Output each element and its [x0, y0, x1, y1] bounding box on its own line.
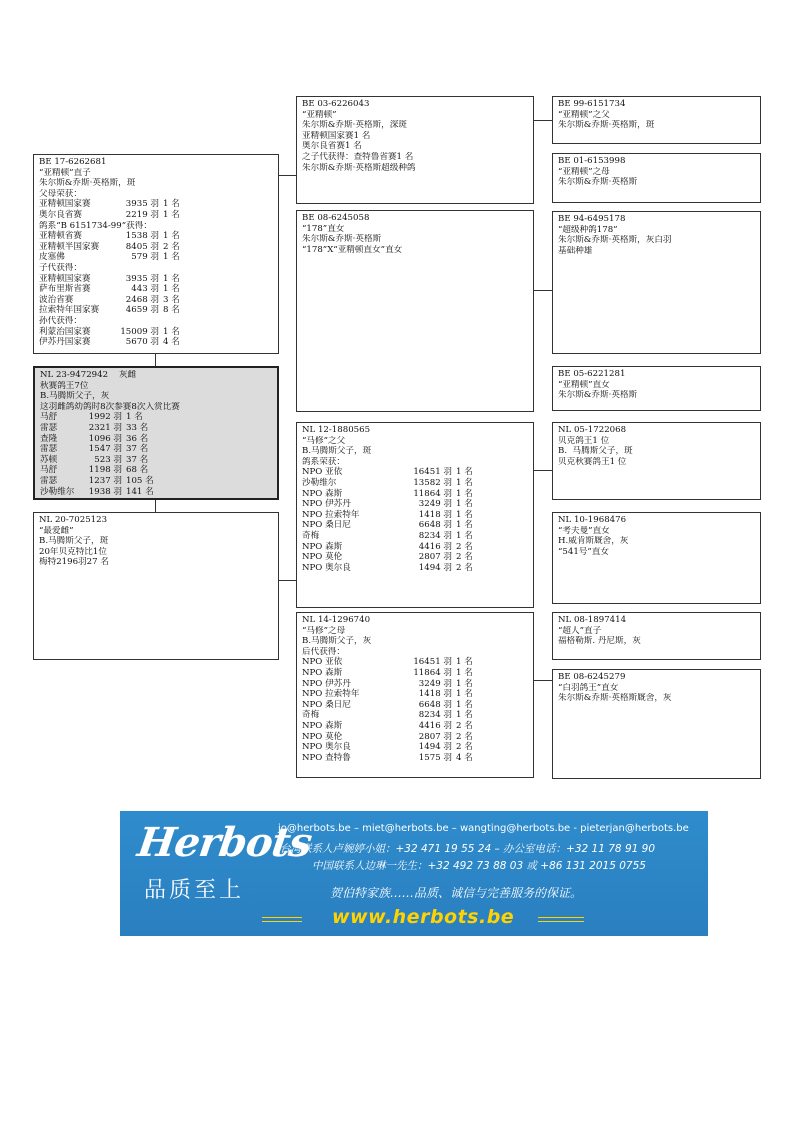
sds-note: 基础种雄: [558, 245, 593, 256]
bird-count: 2468 羽: [125, 294, 159, 305]
sire-dam-box: [296, 210, 534, 412]
dss-owner: B. 马腾斯父子，斑: [558, 446, 633, 457]
race-name: NPO 森斯: [302, 720, 343, 731]
bird-count: 3935 羽: [125, 199, 159, 210]
sire-results-3: [39, 274, 273, 316]
bird-count: 1198 羽: [88, 465, 122, 476]
result-row: [39, 231, 273, 242]
placing: 4 名: [456, 752, 473, 763]
ss-owner: 朱尔斯&乔斯·英格斯，深斑: [302, 120, 407, 131]
bird-count: 1418 羽: [418, 689, 452, 700]
banner-emails: jo@herbots.be – miet@herbots.be – wangting@herbots.be - pieterjan@herbots.be: [278, 823, 689, 834]
bird-count: 8234 羽: [418, 530, 452, 541]
sire-heading: 子代获得：: [39, 262, 82, 273]
bird-count: 1237 羽: [88, 475, 122, 486]
ssd-owner: 朱尔斯&乔斯·英格斯: [558, 177, 638, 188]
connector: [155, 500, 156, 512]
race-name: 沙勒维尔: [40, 486, 75, 497]
race-name: NPO 桑日尼: [302, 699, 351, 710]
race-name: NPO 奥尔良: [302, 742, 351, 753]
result-row: [39, 252, 273, 263]
bird-count: 1938 羽: [88, 486, 122, 497]
dd-name: “马修”之母: [302, 625, 346, 636]
sss-box: [552, 96, 761, 144]
race-name: 苏顿: [40, 454, 58, 465]
result-row: [39, 199, 273, 210]
dam-ring: NL 20-7025123: [39, 515, 108, 525]
placing: 1 名: [456, 657, 473, 668]
bird-count: 6648 羽: [418, 520, 452, 531]
sire-heading: 鸽系“B 6151734-99”获得：: [39, 220, 152, 231]
placing: 2 名: [163, 241, 180, 252]
result-row: [39, 327, 273, 338]
bird-count: 1096 羽: [88, 433, 122, 444]
bird-count: 443 羽: [131, 284, 159, 295]
dsd-owner: H.威肯斯厩舍，灰: [558, 536, 629, 547]
placing: 37 名: [126, 444, 149, 455]
race-name: 雷瑟: [40, 475, 58, 486]
sss-ring: BE 99-6151734: [558, 99, 626, 109]
result-row: [39, 337, 273, 348]
placing: 3 名: [163, 294, 180, 305]
ddd-ring: BE 08-6245279: [558, 672, 626, 682]
ddd-owner: 朱尔斯&乔斯·英格斯厩舍，灰: [558, 693, 672, 704]
placing: 1 名: [456, 499, 473, 510]
sire-results-2: [39, 231, 273, 263]
placing: 2 名: [456, 742, 473, 753]
ds-heading: 鸽系荣获：: [302, 456, 345, 467]
ss-ring: BE 03-6226043: [302, 99, 370, 109]
dss-name: 贝克鸽王1 位: [558, 435, 610, 446]
race-name: 奇梅: [302, 530, 320, 541]
bird-count: 15009 羽: [120, 326, 159, 337]
race-name: NPO 伊苏丹: [302, 678, 351, 689]
placing: 1 名: [456, 699, 473, 710]
ds-ring: NL 12-1880565: [302, 425, 371, 435]
race-name: 雷瑟: [40, 444, 58, 455]
dam-owner: B.马腾斯父子，斑: [39, 536, 109, 547]
dd-heading: 后代获得：: [302, 646, 345, 657]
race-name: NPO 森斯: [302, 488, 343, 499]
result-row: [302, 552, 528, 563]
ss-note: 奥尔良省赛1 名: [302, 141, 362, 152]
dsd-name: “考夫曼”直女: [558, 525, 610, 536]
sdd-name: “亚精顿”直女: [558, 379, 610, 390]
sss-name: “亚精顿”之父: [558, 109, 610, 120]
sd-ring: BE 08-6245058: [302, 213, 370, 223]
race-name: NPO 亚依: [302, 467, 343, 478]
ds-name: “马修”之父: [302, 435, 346, 446]
dam-box: [33, 512, 279, 660]
sire-ring: BE 17-6262681: [39, 157, 107, 167]
placing: 1 名: [456, 467, 473, 478]
dsd-note: “541号”直女: [558, 546, 609, 557]
race-name: 萨布里斯省赛: [39, 284, 91, 295]
race-name: 利蒙治国家赛: [39, 326, 91, 337]
dds-box: [552, 612, 761, 660]
race-name: NPO 莫伦: [302, 731, 343, 742]
bird-count: 3249 羽: [418, 678, 452, 689]
ssd-name: “亚精顿”之母: [558, 166, 610, 177]
sire-owner: 朱尔斯&乔斯·英格斯，斑: [39, 178, 136, 189]
result-row: [39, 305, 273, 316]
placing: 1 名: [163, 209, 180, 220]
connector: [533, 290, 552, 291]
banner-tagline: 贺伯特家族……品质、诚信与完善服务的保证。: [330, 886, 583, 900]
dam-dam-box: [296, 612, 534, 778]
ds-owner: B.马腾斯父子，斑: [302, 446, 372, 457]
ss-note: 之子代获得：查特鲁省赛1 名: [302, 151, 414, 162]
race-name: 拉索特年国家赛: [39, 305, 100, 316]
dss-ring: NL 05-1722068: [558, 425, 627, 435]
banner-divider: [262, 917, 302, 922]
result-row: [40, 476, 272, 487]
race-name: 皮塞佛: [39, 252, 65, 263]
placing: 1 名: [456, 520, 473, 531]
ds-results: [302, 467, 528, 573]
banner-china-contact: 中国联系人边琳一先生：+32 492 73 88 03 或 +86 131 2015 0755: [312, 860, 646, 872]
bird-count: 579 羽: [131, 252, 159, 263]
result-row: [302, 721, 528, 732]
result-row: [302, 531, 528, 542]
sds-box: [552, 211, 761, 354]
placing: 1 名: [163, 199, 180, 210]
placing: 105 名: [126, 475, 154, 486]
dsd-box: [552, 512, 761, 604]
dam-note: 20年贝克特比1位: [39, 546, 107, 557]
result-row: [302, 489, 528, 500]
subject-results: [40, 412, 272, 497]
bird-count: 523 羽: [94, 454, 122, 465]
subject-note: 这羽雌鸽幼鸽时8次参赛8次入赏比赛: [40, 401, 180, 412]
placing: 1 名: [456, 710, 473, 721]
ss-note: 亚精顿国家赛1 名: [302, 130, 371, 141]
race-name: 奇梅: [302, 710, 320, 721]
sd-note: “178”X“亚精顿直女”直女: [302, 244, 403, 255]
race-name: 亚精顿国家赛: [39, 199, 91, 210]
connector: [533, 470, 552, 471]
bird-count: 13582 羽: [413, 477, 452, 488]
bird-count: 4659 羽: [125, 305, 159, 316]
sire-box: [33, 154, 279, 354]
result-row: [302, 478, 528, 489]
race-name: NPO 伊苏丹: [302, 499, 351, 510]
bird-count: 2807 羽: [418, 731, 452, 742]
placing: 1 名: [163, 252, 180, 263]
dss-box: [552, 422, 761, 500]
result-row: [302, 467, 528, 478]
sdd-box: [552, 366, 761, 411]
race-name: 波治省赛: [39, 294, 74, 305]
bird-count: 4416 羽: [418, 720, 452, 731]
banner-taiwan-contact: 台湾联系人卢婉婷小姐：+32 471 19 55 24 – 办公室电话：+32 11 78 91 90: [280, 843, 656, 855]
placing: 37 名: [126, 454, 149, 465]
bird-count: 1575 羽: [418, 752, 452, 763]
placing: 68 名: [126, 465, 149, 476]
placing: 1 名: [456, 477, 473, 488]
ss-name: “亚精顿”: [302, 109, 337, 120]
dam-sire-box: [296, 422, 534, 608]
bird-count: 3249 羽: [418, 499, 452, 510]
sdd-owner: 朱尔斯&乔斯·英格斯: [558, 390, 638, 401]
result-row: [40, 444, 272, 455]
result-row: [302, 742, 528, 753]
placing: 1 名: [456, 530, 473, 541]
placing: 141 名: [126, 486, 154, 497]
placing: 1 名: [163, 326, 180, 337]
ss-note: 朱尔斯&乔斯·英格斯超级种鸽: [302, 162, 416, 173]
race-name: 奥尔良省赛: [39, 209, 82, 220]
placing: 4 名: [163, 337, 180, 348]
sire-results-1: [39, 199, 273, 220]
dds-owner: 福格勒斯. 丹尼斯，灰: [558, 636, 641, 647]
result-row: [39, 242, 273, 253]
result-row: [39, 274, 273, 285]
sd-name: “178”直女: [302, 223, 345, 234]
connector: [278, 580, 296, 581]
placing: 2 名: [456, 720, 473, 731]
race-name: NPO 森斯: [302, 667, 343, 678]
result-row: [302, 679, 528, 690]
race-name: 查隆: [40, 433, 58, 444]
dd-ring: NL 14-1296740: [302, 615, 371, 625]
race-name: 亚精顿省赛: [39, 231, 82, 242]
placing: 1 名: [163, 284, 180, 295]
ssd-ring: BE 01-6153998: [558, 156, 626, 166]
bird-count: 8234 羽: [418, 710, 452, 721]
bird-count: 6648 羽: [418, 699, 452, 710]
bird-count: 5670 羽: [125, 337, 159, 348]
race-name: 马舒: [40, 465, 58, 476]
herbots-banner: [120, 811, 708, 936]
banner-slogan: 品质至上: [144, 878, 245, 903]
result-row: [302, 732, 528, 743]
result-row: [302, 753, 528, 764]
result-row: [39, 295, 273, 306]
race-name: NPO 亚依: [302, 657, 343, 668]
bird-count: 3935 羽: [125, 273, 159, 284]
ssd-box: [552, 153, 761, 203]
race-name: NPO 莫伦: [302, 552, 343, 563]
subject-title: 秋赛鸽王7位: [40, 380, 89, 391]
dds-name: “超人”直子: [558, 625, 602, 636]
bird-count: 1538 羽: [125, 231, 159, 242]
placing: 1 名: [456, 667, 473, 678]
placing: 2 名: [456, 731, 473, 742]
result-row: [39, 284, 273, 295]
sire-results-4: [39, 327, 273, 348]
placing: 2 名: [456, 541, 473, 552]
placing: 1 名: [163, 231, 180, 242]
dam-note: 梅特2196羽27 名: [39, 557, 109, 568]
result-row: [302, 510, 528, 521]
banner-divider: [538, 917, 584, 922]
result-row: [302, 542, 528, 553]
bird-count: 2807 羽: [418, 552, 452, 563]
result-row: [40, 487, 272, 498]
subject-ring: NL 23-9472942 灰雌: [40, 370, 137, 380]
sds-name: “超级种鸽178”: [558, 224, 618, 235]
sss-owner: 朱尔斯&乔斯·英格斯，斑: [558, 120, 655, 131]
race-name: 伊苏丹国家赛: [39, 337, 91, 348]
dd-results: [302, 657, 528, 763]
herbots-logo: Herbots: [134, 819, 315, 866]
result-row: [302, 689, 528, 700]
result-row: [302, 657, 528, 668]
bird-count: 1992 羽: [88, 412, 122, 423]
placing: 36 名: [126, 433, 149, 444]
dss-note: 贝克秋赛鸽王1 位: [558, 456, 627, 467]
bird-count: 11864 羽: [413, 488, 452, 499]
result-row: [302, 668, 528, 679]
bird-count: 16451 羽: [413, 657, 452, 668]
ddd-box: [552, 669, 761, 779]
placing: 8 名: [163, 305, 180, 316]
result-row: [40, 434, 272, 445]
race-name: NPO 拉索特年: [302, 509, 360, 520]
race-name: NPO 桑日尼: [302, 520, 351, 531]
result-row: [40, 412, 272, 423]
connector: [533, 680, 552, 681]
dam-name: “最爱雌”: [39, 525, 74, 536]
sd-owner: 朱尔斯&乔斯·英格斯: [302, 234, 382, 245]
placing: 1 名: [456, 509, 473, 520]
result-row: [302, 563, 528, 574]
placing: 1 名: [456, 488, 473, 499]
dd-owner: B.马腾斯父子，灰: [302, 636, 372, 647]
sire-heading: 孙代获得：: [39, 315, 82, 326]
race-name: 沙勒维尔: [302, 477, 337, 488]
result-row: [40, 423, 272, 434]
result-row: [302, 710, 528, 721]
result-row: [302, 700, 528, 711]
dds-ring: NL 08-1897414: [558, 615, 627, 625]
result-row: [302, 499, 528, 510]
result-row: [40, 465, 272, 476]
bird-count: 1547 羽: [88, 444, 122, 455]
placing: 2 名: [456, 552, 473, 563]
race-name: NPO 奥尔良: [302, 562, 351, 573]
placing: 33 名: [126, 422, 149, 433]
bird-count: 11864 羽: [413, 667, 452, 678]
connector: [533, 120, 552, 121]
placing: 1 名: [456, 678, 473, 689]
bird-count: 1494 羽: [418, 562, 452, 573]
bird-count: 4416 羽: [418, 541, 452, 552]
race-name: NPO 森斯: [302, 541, 343, 552]
race-name: 雷瑟: [40, 422, 58, 433]
connector: [155, 354, 156, 366]
placing: 2 名: [456, 562, 473, 573]
race-name: 马舒: [40, 412, 58, 423]
subject-owner: B.马腾斯父子，灰: [40, 391, 110, 402]
bird-count: 2321 羽: [88, 422, 122, 433]
race-name: 亚精顿国家赛: [39, 273, 91, 284]
sire-name: “亚精顿”直子: [39, 167, 91, 178]
sds-owner: 朱尔斯&乔斯·英格斯，灰白羽: [558, 235, 672, 246]
connector: [278, 175, 296, 176]
placing: 1 名: [163, 273, 180, 284]
race-name: 亚精顿半国家赛: [39, 241, 100, 252]
sdd-ring: BE 05-6221281: [558, 369, 626, 379]
sire-sire-box: [296, 96, 534, 204]
bird-count: 1418 羽: [418, 509, 452, 520]
placing: 1 名: [456, 689, 473, 700]
sire-heading: 父母荣获：: [39, 188, 82, 199]
sds-ring: BE 94-6495178: [558, 214, 626, 224]
bird-count: 8405 羽: [125, 241, 159, 252]
result-row: [40, 455, 272, 466]
bird-count: 16451 羽: [413, 467, 452, 478]
placing: 1 名: [126, 412, 143, 423]
race-name: NPO 查特鲁: [302, 752, 351, 763]
result-row: [302, 520, 528, 531]
dsd-ring: NL 10-1968476: [558, 515, 627, 525]
bird-count: 1494 羽: [418, 742, 452, 753]
ddd-name: “白羽鸽王”直女: [558, 682, 619, 693]
result-row: [39, 210, 273, 221]
race-name: NPO 拉索特年: [302, 689, 360, 700]
subject-box: [33, 366, 279, 500]
banner-url[interactable]: www.herbots.be: [332, 906, 515, 928]
bird-count: 2219 羽: [125, 209, 159, 220]
